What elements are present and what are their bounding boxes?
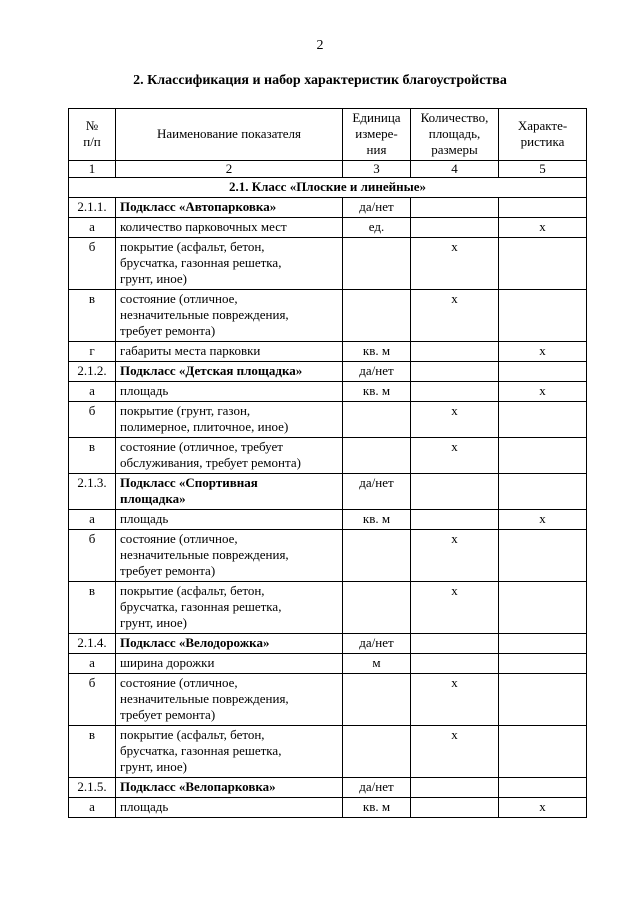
characteristic-cell (499, 654, 587, 674)
row-number-cell: 2.1.1. (69, 198, 116, 218)
indicator-name-cell: состояние (отличное, требует обслуживания, требует ремонта) (116, 438, 343, 474)
row-number-cell: в (69, 582, 116, 634)
indicator-row (69, 402, 587, 438)
characteristic-cell (499, 438, 587, 474)
row-number-cell: а (69, 510, 116, 530)
column-number-cell: 5 (499, 161, 587, 178)
row-number-cell: б (69, 402, 116, 438)
row-number-cell: 2.1.5. (69, 778, 116, 798)
header-cell-name: Наименование показателя (116, 109, 343, 161)
row-number-cell: б (69, 530, 116, 582)
indicator-name-cell: площадь (116, 510, 343, 530)
row-number-cell: в (69, 438, 116, 474)
indicator-name-cell: покрытие (асфальт, бетон, брусчатка, газонная решетка, грунт, иное) (116, 238, 343, 290)
quantity-cell: х (411, 582, 499, 634)
indicator-name-cell: площадь (116, 798, 343, 818)
indicator-name-cell: состояние (отличное, незначительные повреждения, требует ремонта) (116, 674, 343, 726)
row-number-cell: в (69, 726, 116, 778)
unit-cell (343, 674, 411, 726)
indicator-name-cell: Подкласс «Автопарковка» (116, 198, 343, 218)
characteristic-cell (499, 778, 587, 798)
quantity-cell (411, 778, 499, 798)
header-cell-unit: Единица измере- ния (343, 109, 411, 161)
indicator-row (69, 798, 587, 818)
unit-cell (343, 530, 411, 582)
quantity-cell (411, 198, 499, 218)
indicator-name-cell: количество парковочных мест (116, 218, 343, 238)
indicator-row (69, 510, 587, 530)
characteristic-cell (499, 238, 587, 290)
characteristic-cell (499, 726, 587, 778)
unit-cell: ед. (343, 218, 411, 238)
row-number-cell: б (69, 238, 116, 290)
indicator-row (69, 238, 587, 290)
subclass-row (69, 778, 587, 798)
indicator-row (69, 582, 587, 634)
quantity-cell (411, 362, 499, 382)
quantity-cell (411, 342, 499, 362)
quantity-cell: х (411, 238, 499, 290)
row-number-cell: а (69, 654, 116, 674)
characteristic-cell (499, 474, 587, 510)
characteristic-cell (499, 530, 587, 582)
characteristic-cell (499, 582, 587, 634)
row-number-cell: 2.1.3. (69, 474, 116, 510)
row-number-cell: а (69, 382, 116, 402)
unit-cell: да/нет (343, 778, 411, 798)
indicator-row (69, 342, 587, 362)
characteristic-cell (499, 674, 587, 726)
indicator-name-cell: покрытие (асфальт, бетон, брусчатка, газонная решетка, грунт, иное) (116, 582, 343, 634)
table-body (69, 109, 587, 818)
characteristic-cell (499, 402, 587, 438)
document-heading: 2. Классификация и набор характеристик благоустройства (133, 73, 507, 88)
unit-cell (343, 290, 411, 342)
row-number-cell: б (69, 674, 116, 726)
subclass-row (69, 474, 587, 510)
quantity-cell: х (411, 674, 499, 726)
unit-cell: кв. м (343, 510, 411, 530)
header-cell-characteristic: Характе- ристика (499, 109, 587, 161)
indicator-name-cell: Подкласс «Велодорожка» (116, 634, 343, 654)
indicator-row (69, 382, 587, 402)
unit-cell: м (343, 654, 411, 674)
classification-table (68, 108, 587, 818)
subclass-row (69, 198, 587, 218)
page-number: 2 (316, 38, 324, 53)
quantity-cell (411, 510, 499, 530)
subclass-row (69, 634, 587, 654)
unit-cell: да/нет (343, 474, 411, 510)
row-number-cell: а (69, 218, 116, 238)
indicator-name-cell: состояние (отличное, незначительные повреждения, требует ремонта) (116, 530, 343, 582)
unit-cell (343, 402, 411, 438)
column-number-cell: 2 (116, 161, 343, 178)
quantity-cell (411, 382, 499, 402)
quantity-cell: х (411, 726, 499, 778)
unit-cell: да/нет (343, 362, 411, 382)
indicator-name-cell: покрытие (грунт, газон, полимерное, плиточное, иное) (116, 402, 343, 438)
row-number-cell: а (69, 798, 116, 818)
unit-cell (343, 238, 411, 290)
characteristic-cell: х (499, 798, 587, 818)
indicator-name-cell: покрытие (асфальт, бетон, брусчатка, газонная решетка, грунт, иное) (116, 726, 343, 778)
quantity-cell: х (411, 402, 499, 438)
unit-cell: да/нет (343, 198, 411, 218)
quantity-cell: х (411, 290, 499, 342)
header-cell-quantity: Количество, площадь, размеры (411, 109, 499, 161)
section-title: 2.1. Класс «Плоские и линейные» (69, 178, 587, 198)
column-number-cell: 3 (343, 161, 411, 178)
unit-cell (343, 438, 411, 474)
characteristic-cell (499, 290, 587, 342)
indicator-name-cell: габариты места парковки (116, 342, 343, 362)
row-number-cell: 2.1.4. (69, 634, 116, 654)
row-number-cell: в (69, 290, 116, 342)
unit-cell (343, 582, 411, 634)
row-number-cell: 2.1.2. (69, 362, 116, 382)
table-header-row (69, 109, 587, 161)
indicator-name-cell: состояние (отличное, незначительные повреждения, требует ремонта) (116, 290, 343, 342)
indicator-name-cell: Подкласс «Детская площадка» (116, 362, 343, 382)
indicator-row (69, 674, 587, 726)
characteristic-cell (499, 634, 587, 654)
column-number-cell: 4 (411, 161, 499, 178)
quantity-cell (411, 798, 499, 818)
quantity-cell: х (411, 438, 499, 474)
indicator-name-cell: Подкласс «Велопарковка» (116, 778, 343, 798)
indicator-row (69, 290, 587, 342)
row-number-cell: г (69, 342, 116, 362)
subclass-row (69, 362, 587, 382)
quantity-cell (411, 634, 499, 654)
quantity-cell (411, 218, 499, 238)
indicator-name-cell: Подкласс «Спортивная площадка» (116, 474, 343, 510)
indicator-row (69, 530, 587, 582)
quantity-cell: х (411, 530, 499, 582)
section-title-row (69, 178, 587, 198)
indicator-row (69, 438, 587, 474)
quantity-cell (411, 654, 499, 674)
characteristic-cell: х (499, 510, 587, 530)
column-numbers-row (69, 161, 587, 178)
column-number-cell: 1 (69, 161, 116, 178)
characteristic-cell: х (499, 218, 587, 238)
unit-cell: кв. м (343, 798, 411, 818)
indicator-row (69, 654, 587, 674)
unit-cell (343, 726, 411, 778)
indicator-name-cell: ширина дорожки (116, 654, 343, 674)
characteristic-cell: х (499, 342, 587, 362)
indicator-row (69, 726, 587, 778)
characteristic-cell (499, 198, 587, 218)
quantity-cell (411, 474, 499, 510)
characteristic-cell (499, 362, 587, 382)
header-cell-number: № п/п (69, 109, 116, 161)
characteristic-cell: х (499, 382, 587, 402)
indicator-row (69, 218, 587, 238)
unit-cell: да/нет (343, 634, 411, 654)
indicator-name-cell: площадь (116, 382, 343, 402)
unit-cell: кв. м (343, 382, 411, 402)
unit-cell: кв. м (343, 342, 411, 362)
